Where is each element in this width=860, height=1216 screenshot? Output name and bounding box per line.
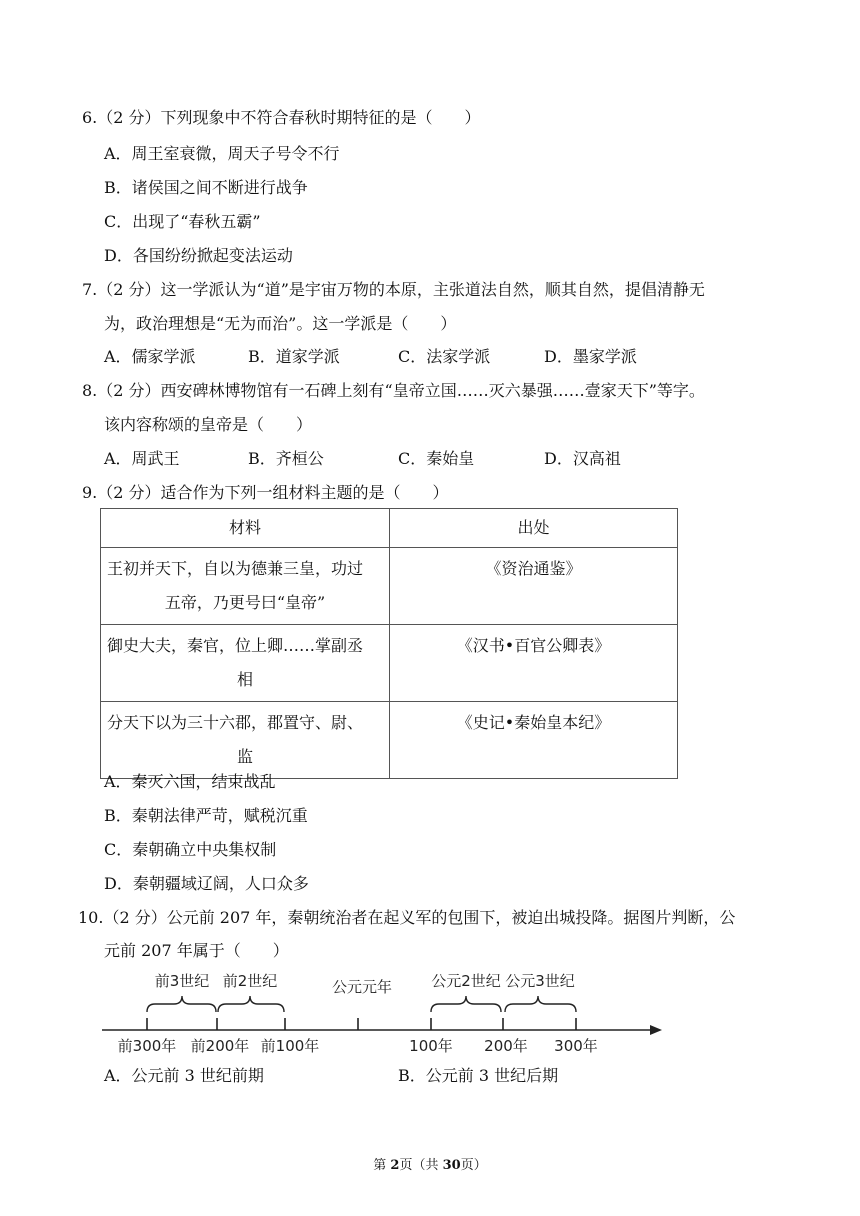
q6-option-d: D．各国纷纷掀起变法运动 [104,246,293,265]
q8-option-b: B．齐桓公 [248,449,324,468]
label-ad300: 300年 [554,1037,598,1055]
material-text-line: 相 [236,670,253,689]
table-cell-source: 《汉书•百官公卿表》 [390,625,678,702]
material-text-line: 御史大夫，秦官，位上卿……掌副丞 [107,636,364,655]
timeline-arrow-icon [650,1025,662,1035]
q10-option-b: B．公元前 3 世纪后期 [398,1066,559,1085]
brace-bc2 [218,996,284,1012]
brace-bc3 [147,996,216,1012]
label-bc3-century: 前3世纪 [154,972,210,990]
footer-total-pages: 30 [442,1158,461,1173]
q9-stem: 9.（2 分）适合作为下列一组材料主题的是（ ） [82,483,449,502]
table-cell-material [101,702,390,779]
q9-option-c: C．秦朝确立中央集权制 [104,840,277,859]
q7-option-c: C．法家学派 [398,347,491,366]
label-bc200: 前200年 [190,1037,250,1055]
footer-prefix: 第 [373,1158,391,1173]
page-footer [0,1158,860,1174]
q8-stem-line2: 该内容称颂的皇帝是（ ） [104,415,313,434]
table-row [101,702,678,779]
label-bc100: 前100年 [260,1037,320,1055]
material-text-line: 五帝，乃更号曰“皇帝” [164,593,326,612]
q10-option-a: A．公元前 3 世纪前期 [104,1066,264,1085]
q9-option-a: A．秦灭六国，结束战乱 [104,772,276,791]
table-cell-source: 《史记•秦始皇本纪》 [390,702,678,779]
table-cell-material [101,548,390,625]
label-ad100: 100年 [409,1037,453,1055]
material-text-line: 分天下以为三十六郡，郡置守、尉、 [107,713,364,732]
label-ad200: 200年 [484,1037,528,1055]
q8-option-c: C．秦始皇 [398,449,475,468]
table-header-source: 出处 [390,509,678,548]
q6-stem: 6.（2 分）下列现象中不符合春秋时期特征的是（ ） [82,108,481,127]
q8-option-a: A．周武王 [104,449,180,468]
brace-ad3 [505,996,576,1012]
label-ad3-century: 公元3世纪 [505,972,575,990]
q6-option-c: C．出现了“春秋五霸” [104,212,261,231]
footer-page-number: 2 [390,1158,400,1173]
q7-option-b: B．道家学派 [248,347,340,366]
table-header-row [101,509,678,548]
q7-option-d: D．墨家学派 [544,347,637,366]
label-year-one: 公元元年 [331,978,393,996]
q9-option-b: B．秦朝法律严苛，赋税沉重 [104,806,308,825]
brace-ad2 [431,996,501,1012]
q7-option-a: A．儒家学派 [104,347,196,366]
label-bc2-century: 前2世纪 [222,972,278,990]
q10-stem-line1: 10.（2 分）公元前 207 年，秦朝统治者在起义军的包围下，被迫出城投降。据图片判断，公 [78,908,736,927]
table-cell-material [101,625,390,702]
q9-option-d: D．秦朝疆域辽阔，人口众多 [104,874,309,893]
label-ad2-century: 公元2世纪 [431,972,501,990]
q6-option-b: B．诸侯国之间不断进行战争 [104,178,308,197]
footer-suffix: 页） [460,1158,487,1173]
q7-stem-line1: 7.（2 分）这一学派认为“道”是宇宙万物的本原，主张道法自然，顺其自然，提倡清静无 [82,280,705,299]
table-row [101,548,678,625]
material-text-line: 王初并天下，自以为德兼三皇，功过 [107,559,364,578]
material-table [100,508,678,779]
table-row [101,625,678,702]
timeline-diagram [100,960,670,1060]
footer-mid: 页（共 [399,1158,443,1173]
q10-stem-line2: 元前 207 年属于（ ） [104,941,289,960]
material-text-line: 监 [236,747,253,766]
table-cell-source: 《资治通鉴》 [390,548,678,625]
q8-option-d: D．汉高祖 [544,449,621,468]
q8-stem-line1: 8.（2 分）西安碑林博物馆有一石碑上刻有“皇帝立国……灭六暴强……壹家天下”等字。 [82,381,705,400]
q7-stem-line2: 为，政治理想是“无为而治”。这一学派是（ ） [104,314,457,333]
table-header-material: 材料 [101,509,390,548]
q6-option-a: A．周王室衰微，周天子号令不行 [104,144,340,163]
label-bc300: 前300年 [117,1037,177,1055]
